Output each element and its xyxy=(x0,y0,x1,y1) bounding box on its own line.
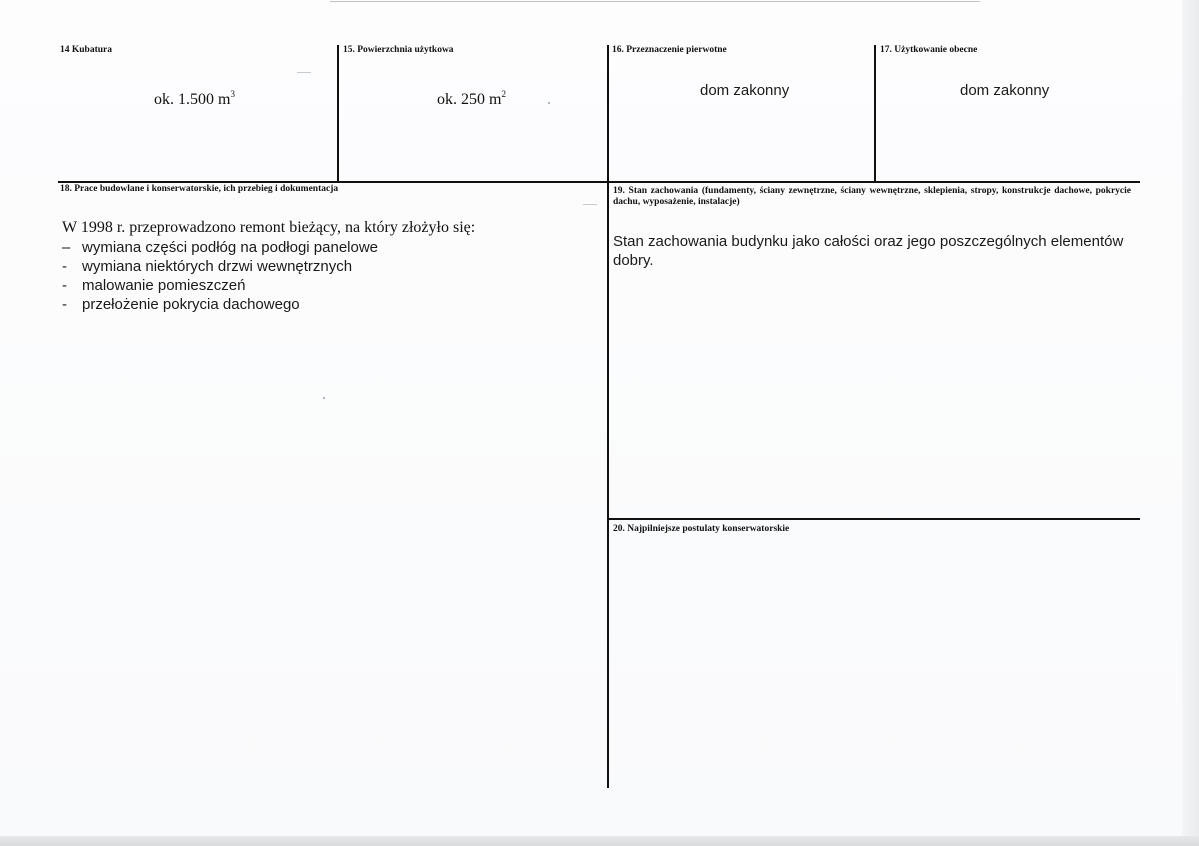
divider-v-main xyxy=(607,182,609,788)
field-18-works-list xyxy=(62,238,378,314)
field-19-value: Stan zachowania budynku jako całości oraz jego poszczególnych elementów dobry. xyxy=(613,233,1124,269)
divider-h-19-20 xyxy=(607,518,1140,520)
field-15-value xyxy=(437,91,506,109)
list-item xyxy=(62,276,378,295)
scan-mark xyxy=(297,72,311,73)
scan-top-line xyxy=(330,1,980,2)
list-item xyxy=(62,257,378,276)
list-item-text: wymiana niektórych drzwi wewnętrznych xyxy=(82,258,353,275)
field-20-label: 20. Najpilniejsze postulaty konserwatorskie xyxy=(613,524,790,534)
list-dash: – xyxy=(62,239,71,256)
list-dash: - xyxy=(62,277,67,294)
field-19-label: 19. Stan zachowania (fundamenty, ściany zewnętrzne, ściany wewnętrzne, sklepienia, stropy, konstrukcje dachowe, pokrycie dachu, wyposażenie, instalacje) xyxy=(613,186,1131,207)
list-item-text: przełożenie pokrycia dachowego xyxy=(82,296,300,313)
scan-mark xyxy=(583,204,597,205)
divider-v-14-15 xyxy=(337,45,339,182)
field-14-label: 14 Kubatura xyxy=(60,45,112,55)
field-15-value-unit-exponent: 2 xyxy=(501,89,506,99)
divider-v-15-16 xyxy=(607,45,609,182)
divider-v-16-17 xyxy=(874,45,876,182)
field-16-value: dom zakonny xyxy=(700,82,790,99)
list-dash: - xyxy=(62,296,67,313)
list-dash: - xyxy=(62,258,67,275)
list-item xyxy=(62,238,378,257)
scan-speck xyxy=(548,102,550,104)
field-17-value: dom zakonny xyxy=(960,82,1050,99)
field-14-value-unit-exponent: 3 xyxy=(230,89,235,99)
field-18-intro: W 1998 r. przeprowadzono remont bieżący, na który złożyło się: xyxy=(62,219,476,236)
scan-speck xyxy=(323,397,325,399)
field-15-label: 15. Powierzchnia użytkowa xyxy=(343,45,454,55)
field-15-value-text: ok. 250 m xyxy=(437,91,502,108)
list-item-text: wymiana części podłóg na podłogi panelowe xyxy=(82,239,379,256)
list-item xyxy=(62,295,378,314)
scan-bottom-edge xyxy=(0,836,1199,846)
list-item-text: malowanie pomieszczeń xyxy=(82,277,246,294)
field-14-value xyxy=(154,91,235,109)
field-18-label: 18. Prace budowlane i konserwatorskie, ich przebieg i dokumentacja xyxy=(60,184,339,194)
field-16-label: 16. Przeznaczenie pierwotne xyxy=(612,45,727,55)
field-17-label: 17. Użytkowanie obecne xyxy=(880,45,978,55)
field-14-value-text: ok. 1.500 m xyxy=(154,91,231,108)
divider-h-row1 xyxy=(58,181,1140,183)
scan-right-edge xyxy=(1182,0,1199,846)
